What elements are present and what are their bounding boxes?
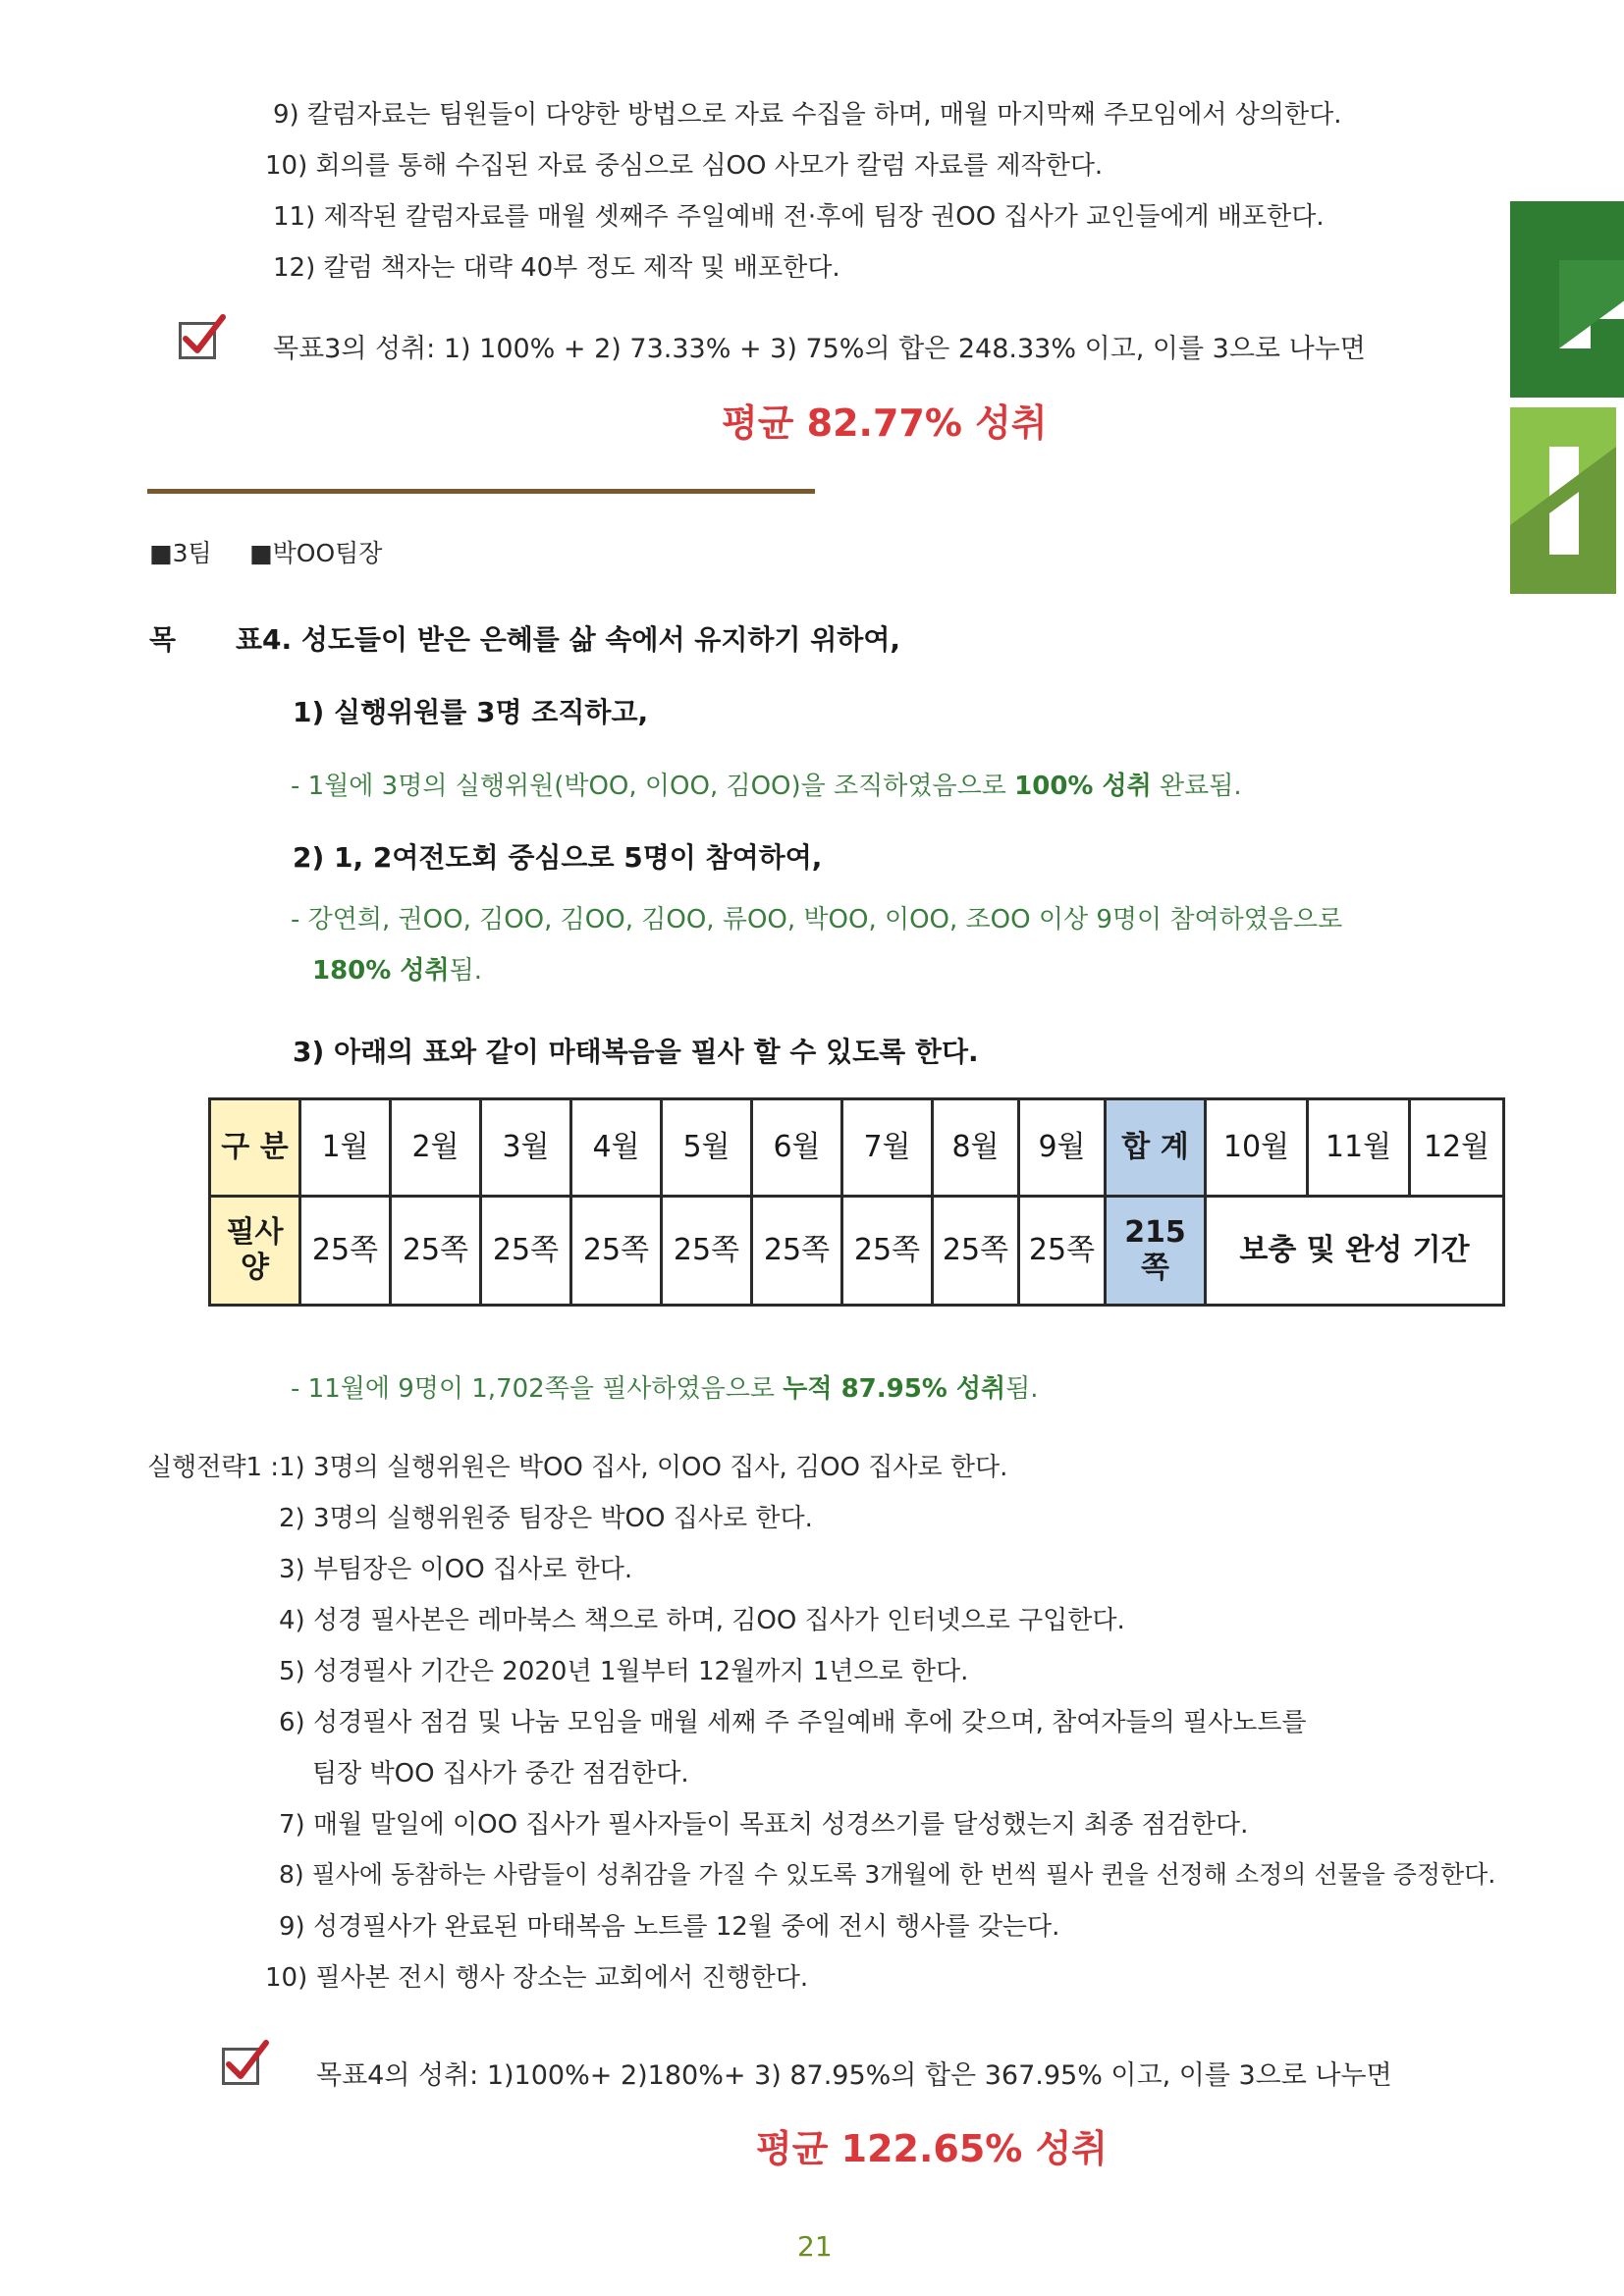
note-highlight: 누적 87.95% 성취 bbox=[783, 1374, 1006, 1404]
strategy-item: 2) 3명의 실행위원중 팀장은 박OO 집사로 한다. bbox=[279, 1504, 813, 1533]
table-note bbox=[291, 1368, 1039, 1405]
table-header-cell: 구 분 bbox=[210, 1099, 300, 1197]
row-label-line: 양 bbox=[241, 1251, 269, 1285]
goal4-summary: 목표4의 성취: 1)100%+ 2)180%+ 3) 87.95%의 합은 367.95% 이고, 이를 3으로 나누면 bbox=[316, 2060, 1392, 2091]
table-row-label bbox=[210, 1197, 300, 1306]
table-header-cell: 12월 bbox=[1410, 1099, 1504, 1197]
goal3-result: 평균 82.77% 성취 bbox=[722, 401, 1048, 445]
strategy-item: 7) 매월 말일에 이OO 집사가 필사자들이 목표치 성경쓰기를 달성했는지 최종 점검한다. bbox=[279, 1810, 1249, 1840]
top-list-item: 12) 칼럼 책자는 대략 40부 정도 제작 및 배포한다. bbox=[273, 253, 840, 283]
strategy-item: 4) 성경 필사본은 레마북스 책으로 하며, 김OO 집사가 인터넷으로 구입한다. bbox=[279, 1606, 1125, 1635]
table-header-row bbox=[210, 1099, 1504, 1197]
note-text: 됨. bbox=[1005, 1374, 1039, 1404]
note-text: 완료됨. bbox=[1151, 772, 1242, 801]
table-header-cell: 2월 bbox=[391, 1099, 481, 1197]
strategy-item: 3) 부팀장은 이OO 집사로 한다. bbox=[279, 1555, 633, 1584]
table-total-cell bbox=[1106, 1197, 1206, 1306]
goal4-item3: 3) 아래의 표와 같이 마태복음을 필사 할 수 있도록 한다. bbox=[293, 1036, 979, 1068]
goal3-summary: 목표3의 성취: 1) 100% + 2) 73.33% + 3) 75%의 합은 248.33% 이고, 이를 3으로 나누면 bbox=[273, 334, 1366, 364]
table-header-cell: 합 계 bbox=[1106, 1099, 1206, 1197]
strategy-item: 6) 성경필사 점검 및 나눔 모임을 매월 세째 주 주일예배 후에 갖으며, 참여자들의 필사노트를 bbox=[279, 1708, 1307, 1737]
go-logo-decoration bbox=[1500, 201, 1624, 614]
page-number: 21 bbox=[797, 2230, 833, 2263]
table-cell: 25쪽 bbox=[842, 1197, 933, 1306]
row-label-line: 필사 bbox=[226, 1215, 284, 1250]
table-cell: 25쪽 bbox=[1019, 1197, 1106, 1306]
section-divider bbox=[147, 489, 815, 494]
table-data-row bbox=[210, 1197, 1504, 1306]
goal4-item2-note: - 강연희, 권OO, 김OO, 김OO, 김OO, 류OO, 박OO, 이OO, 조OO 이상 9명이 참여하였음으로 bbox=[291, 905, 1343, 934]
table-cell: 25쪽 bbox=[391, 1197, 481, 1306]
note-highlight: 100% 성취 bbox=[1014, 772, 1152, 801]
checkbox-check-icon bbox=[222, 2048, 259, 2085]
top-list-item: 10) 회의를 통해 수집된 자료 중심으로 심OO 사모가 칼럼 자료를 제작한다. bbox=[265, 151, 1104, 181]
strategy-label: 실행전략1 : bbox=[147, 1453, 280, 1482]
strategy-item: 5) 성경필사 기간은 2020년 1월부터 12월까지 1년으로 한다. bbox=[279, 1657, 969, 1686]
strategy-item: 9) 성경필사가 완료된 마태복음 노트를 12월 중에 전시 행사를 갖는다. bbox=[279, 1912, 1060, 1942]
total-line: 쪽 bbox=[1141, 1251, 1169, 1285]
goal4-item2: 2) 1, 2여전도회 중심으로 5명이 참여하여, bbox=[293, 841, 823, 874]
top-list-item: 9) 칼럼자료는 팀원들이 다양한 방법으로 자료 수집을 하며, 매월 마지막째 주모임에서 상의한다. bbox=[273, 100, 1342, 130]
transcription-plan-table bbox=[208, 1097, 1505, 1307]
table-header-cell: 1월 bbox=[300, 1099, 391, 1197]
team-label: ■3팀 bbox=[149, 539, 212, 567]
strategy-item: 1) 3명의 실행위원은 박OO 집사, 이OO 집사, 김OO 집사로 한다. bbox=[279, 1453, 1008, 1482]
checkbox-check-icon bbox=[179, 322, 216, 359]
strategy-item-cont: 팀장 박OO 집사가 중간 점검한다. bbox=[312, 1759, 689, 1789]
table-cell: 25쪽 bbox=[300, 1197, 391, 1306]
team-leader-label: ■박OO팀장 bbox=[249, 539, 383, 567]
strategy-item: 8) 필사에 동참하는 사람들이 성취감을 가질 수 있도록 3개월에 한 번씩 필사 퀸을 선정해 소정의 선물을 증정한다. bbox=[279, 1860, 1496, 1889]
table-header-cell: 7월 bbox=[842, 1099, 933, 1197]
table-cell: 25쪽 bbox=[662, 1197, 752, 1306]
top-list-item: 11) 제작된 칼럼자료를 매월 셋째주 주일예배 전·후에 팀장 권OO 집사가 교인들에게 배포한다. bbox=[273, 202, 1325, 232]
goal4-item1-note bbox=[291, 766, 1242, 802]
goal4-item2-note-cont bbox=[312, 950, 482, 987]
table-header-cell: 6월 bbox=[752, 1099, 842, 1197]
table-cell: 25쪽 bbox=[933, 1197, 1019, 1306]
goal4-result: 평균 122.65% 성취 bbox=[756, 2127, 1109, 2170]
table-header-cell: 8월 bbox=[933, 1099, 1019, 1197]
table-cell: 25쪽 bbox=[752, 1197, 842, 1306]
goal4-title: 표4. 성도들이 받은 은혜를 삶 속에서 유지하기 위하여, bbox=[236, 623, 901, 656]
table-header-cell: 10월 bbox=[1206, 1099, 1308, 1197]
goal4-item1: 1) 실행위원를 3명 조직하고, bbox=[293, 696, 649, 728]
table-header-cell: 3월 bbox=[481, 1099, 571, 1197]
table-cell: 25쪽 bbox=[571, 1197, 662, 1306]
note-text: - 11월에 9명이 1,702쪽을 필사하였음으로 bbox=[291, 1374, 784, 1404]
strategy-item: 10) 필사본 전시 행사 장소는 교회에서 진행한다. bbox=[265, 1963, 809, 1993]
table-cell: 25쪽 bbox=[481, 1197, 571, 1306]
note-text: 됨. bbox=[449, 956, 482, 986]
table-header-cell: 5월 bbox=[662, 1099, 752, 1197]
table-header-cell: 4월 bbox=[571, 1099, 662, 1197]
note-text: - 1월에 3명의 실행위원(박OO, 이OO, 김OO)을 조직하였음으로 bbox=[291, 772, 1015, 801]
table-remainder-cell: 보충 및 완성 기간 bbox=[1206, 1197, 1504, 1306]
table-header-cell: 9월 bbox=[1019, 1099, 1106, 1197]
note-highlight: 180% 성취 bbox=[312, 956, 450, 986]
table-header-cell: 11월 bbox=[1308, 1099, 1410, 1197]
total-line: 215 bbox=[1124, 1215, 1186, 1250]
goal4-prefix: 목 bbox=[149, 623, 177, 656]
